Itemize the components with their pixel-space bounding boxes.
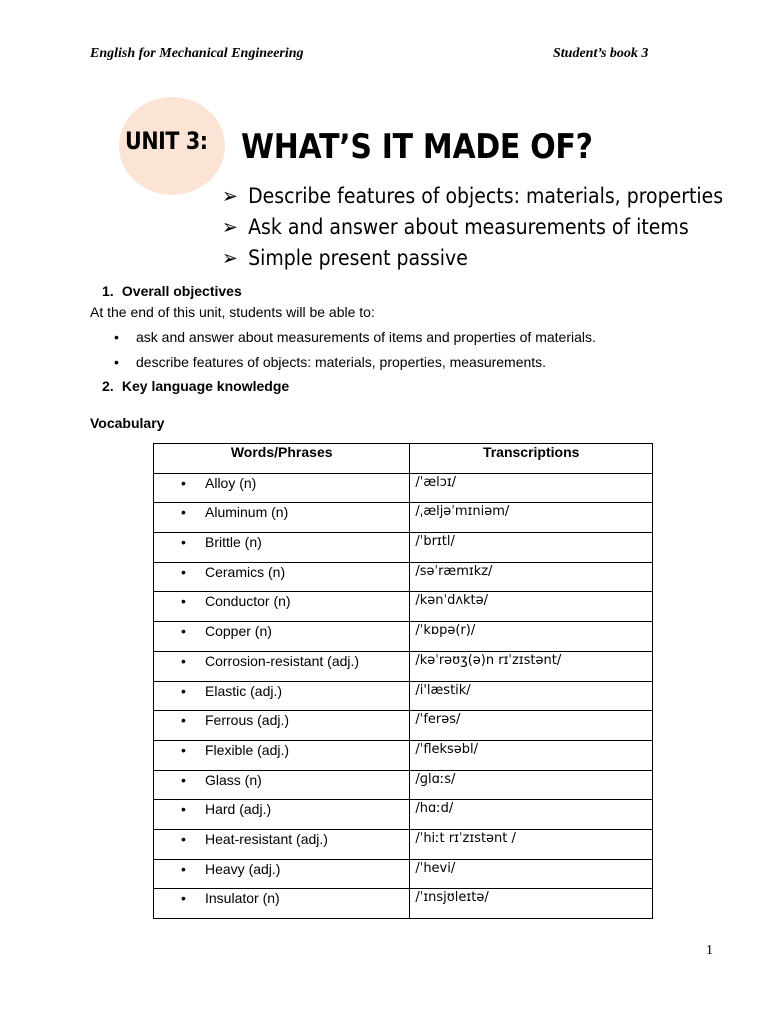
transcription-cell: /ˌæljəˈmɪniəm/ [410, 503, 653, 533]
unit-goal-text: Simple present passive [248, 246, 468, 270]
word-text: Hard (adj.) [205, 801, 272, 818]
vocabulary-table [153, 443, 653, 919]
bullet-icon: • [181, 652, 186, 669]
table-row [154, 473, 653, 503]
transcription-cell: /ˈfleksəbl/ [410, 740, 653, 770]
bullet-icon: • [181, 623, 186, 640]
word-cell [154, 740, 410, 770]
transcription-cell: /ˈhiːt rɪˈzɪstənt / [410, 829, 653, 859]
word-text: Copper (n) [205, 623, 272, 640]
transcription-cell: /ˈælɔɪ/ [410, 473, 653, 503]
bullet-icon: • [181, 563, 186, 580]
word-text: Conductor (n) [205, 593, 291, 610]
intro-text: At the end of this unit, students will be able to: [90, 304, 375, 320]
objective-text: describe features of objects: materials, properties, measurements. [136, 354, 547, 370]
word-text: Heavy (adj.) [205, 860, 281, 877]
unit-label: UNIT 3: [125, 127, 208, 155]
word-text: Elastic (adj.) [205, 682, 283, 699]
table-row [154, 503, 653, 533]
unit-goal [222, 215, 689, 239]
bullet-icon: • [181, 593, 186, 610]
word-cell [154, 592, 410, 622]
bullet-icon: • [181, 741, 186, 758]
section-heading-language [102, 378, 289, 394]
word-cell [154, 533, 410, 563]
table-row [154, 829, 653, 859]
table-row [154, 859, 653, 889]
transcription-cell: /ˈhevi/ [410, 859, 653, 889]
word-cell [154, 651, 410, 681]
bullet-icon: • [181, 830, 186, 847]
word-text: Brittle (n) [205, 534, 262, 551]
transcription-cell: /kəˈrəʊʒ(ə)n rɪˈzɪstənt/ [410, 651, 653, 681]
section-number: 2. [102, 378, 114, 394]
objective-text: ask and answer about measurements of items and properties of materials. [136, 329, 596, 345]
table-row [154, 681, 653, 711]
table-row [154, 592, 653, 622]
section-number: 1. [102, 283, 114, 299]
word-cell [154, 681, 410, 711]
word-cell [154, 829, 410, 859]
word-cell [154, 800, 410, 830]
table-row [154, 740, 653, 770]
bullet-icon: • [181, 712, 186, 729]
section-heading-objectives [102, 283, 242, 299]
word-cell [154, 473, 410, 503]
bullet-icon: • [181, 504, 186, 521]
transcription-cell: /ˈɪnsjʊleɪtə/ [410, 889, 653, 919]
transcription-cell: /hɑːd/ [410, 800, 653, 830]
unit-goal-text: Ask and answer about measurements of items [248, 215, 689, 239]
word-text: Ferrous (adj.) [205, 712, 290, 729]
word-text: Glass (n) [205, 771, 262, 788]
word-cell [154, 711, 410, 741]
table-row [154, 711, 653, 741]
transcription-cell: /ˈkɒpə(r)/ [410, 622, 653, 652]
word-text: Insulator (n) [205, 890, 280, 907]
transcription-cell: /ˈbrɪtl/ [410, 533, 653, 563]
word-text: Aluminum (n) [205, 504, 289, 521]
bullet-icon: • [181, 771, 186, 788]
running-header-title: English for Mechanical Engineering [90, 46, 304, 61]
arrow-bullet-icon: ➢ [222, 184, 238, 208]
unit-title: WHAT’S IT MADE OF? [241, 127, 593, 167]
word-text: Flexible (adj.) [205, 741, 290, 758]
column-header-transcriptions: Transcriptions [410, 444, 653, 474]
arrow-bullet-icon: ➢ [222, 215, 238, 239]
bullet-icon: • [181, 801, 186, 818]
table-row [154, 889, 653, 919]
unit-goal-text: Describe features of objects: materials, properties [248, 184, 724, 208]
word-cell [154, 889, 410, 919]
word-cell [154, 770, 410, 800]
bullet-icon: • [114, 354, 119, 370]
bullet-icon: • [181, 474, 186, 491]
running-header-book: Student’s book 3 [553, 46, 649, 61]
vocabulary-heading: Vocabulary [90, 415, 165, 431]
vocabulary-rows [154, 473, 653, 918]
section-title: Key language knowledge [121, 378, 290, 394]
word-text: Heat-resistant (adj.) [205, 830, 328, 847]
table-row [154, 770, 653, 800]
transcription-cell: /səˈræmɪkz/ [410, 562, 653, 592]
transcription-cell: /kənˈdʌktə/ [410, 592, 653, 622]
bullet-icon: • [181, 534, 186, 551]
word-text: Alloy (n) [205, 474, 257, 491]
bullet-icon: • [114, 329, 119, 345]
bullet-icon: • [181, 860, 186, 877]
word-cell [154, 503, 410, 533]
bullet-icon: • [181, 890, 186, 907]
word-text: Corrosion-resistant (adj.) [205, 652, 360, 669]
transcription-cell: /ˈferəs/ [410, 711, 653, 741]
unit-goal [222, 184, 723, 208]
word-cell [154, 562, 410, 592]
objective-item [114, 329, 596, 345]
table-row [154, 622, 653, 652]
word-text: Ceramics (n) [205, 563, 286, 580]
table-row [154, 800, 653, 830]
bullet-icon: • [181, 682, 186, 699]
transcription-cell: /i'læstik/ [410, 681, 653, 711]
section-title: Overall objectives [121, 283, 242, 299]
table-header-row [154, 444, 653, 474]
word-cell [154, 622, 410, 652]
table-row [154, 651, 653, 681]
table-row [154, 562, 653, 592]
word-cell [154, 859, 410, 889]
page-number: 1 [706, 943, 713, 958]
arrow-bullet-icon: ➢ [222, 246, 238, 270]
transcription-cell: /ɡlɑːs/ [410, 770, 653, 800]
unit-goal [222, 246, 468, 270]
objective-item [114, 354, 546, 370]
table-row [154, 533, 653, 563]
column-header-words: Words/Phrases [154, 444, 410, 474]
